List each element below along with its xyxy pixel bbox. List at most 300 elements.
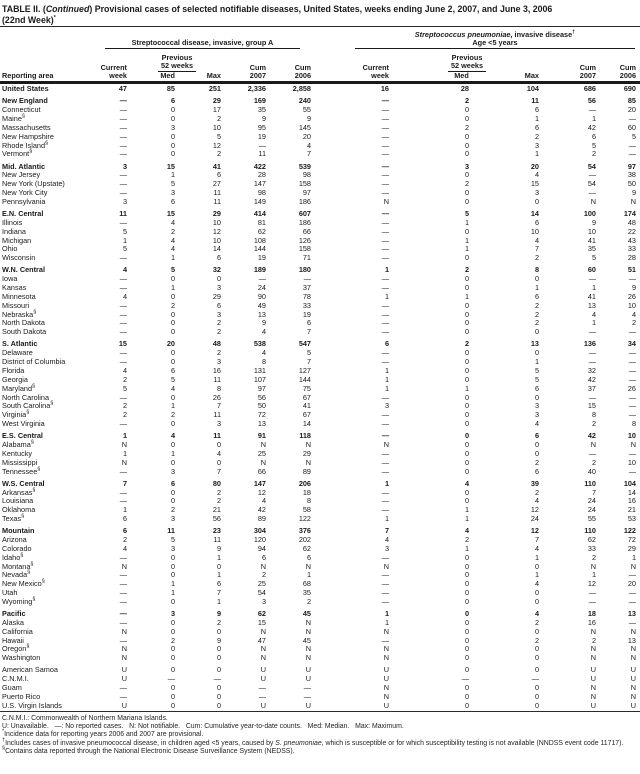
column-gap	[314, 527, 362, 536]
column-gap	[314, 571, 362, 580]
column-gap	[314, 432, 362, 441]
cell-value: 0	[534, 327, 539, 337]
row-label: Mississippi	[2, 457, 38, 467]
cell-value: 1	[591, 318, 596, 328]
cell-value: 607	[298, 209, 311, 219]
cell-value: 547	[298, 339, 311, 349]
cell-value: 1	[384, 514, 389, 524]
cell-value: 26	[627, 291, 636, 301]
row-footnote-marker: §	[29, 148, 33, 155]
cell-value: 19	[302, 309, 311, 319]
cell-value: 3	[384, 543, 389, 553]
cell-value: 0	[170, 318, 175, 328]
table-row	[0, 450, 640, 459]
table-row	[0, 420, 640, 429]
col-a-previous-52	[130, 49, 224, 81]
cell-value: 6	[170, 96, 175, 106]
cell-value: 2	[591, 457, 596, 467]
cell-value: 7	[534, 244, 539, 254]
cell-value: 0	[464, 309, 469, 319]
table-row	[0, 468, 640, 477]
cell-value: 0	[464, 374, 469, 384]
cell-value: 0	[170, 496, 175, 506]
cell-value: 0	[464, 149, 469, 159]
cell-value: 0	[464, 635, 469, 645]
cell-value: 147	[253, 478, 266, 488]
table-row	[0, 385, 640, 394]
column-gap	[314, 106, 362, 115]
cell-value: 0	[464, 226, 469, 236]
cell-value: 0	[464, 170, 469, 180]
row-label: California	[2, 626, 33, 636]
column-gap	[314, 163, 362, 172]
row-label: Puerto Rico	[2, 692, 41, 701]
cell-value: 0	[534, 644, 539, 654]
cell-value: —	[381, 161, 389, 171]
column-gap	[314, 645, 362, 654]
cell-value: 0	[464, 431, 469, 441]
row-label: Arkansas§	[2, 487, 36, 497]
column-gap	[314, 420, 362, 429]
cell-value: 54	[257, 588, 266, 598]
cell-value: —	[119, 105, 127, 115]
cell-value: 0	[534, 700, 539, 710]
cell-value: 0	[464, 131, 469, 141]
cell-value: 0	[170, 440, 175, 450]
cell-value: U	[121, 674, 127, 684]
dagger-text-post: , which is susceptible or for which susceptibility testing is not available (NNDSS event code 11717).	[321, 739, 624, 747]
cell-value: 131	[253, 365, 266, 375]
cell-value: N	[305, 440, 311, 450]
cell-value: 24	[530, 514, 539, 524]
cell-value: 104	[623, 478, 636, 488]
year-2007-label: 2007	[579, 70, 596, 80]
cell-value: 1	[534, 283, 539, 293]
table-row	[0, 133, 640, 142]
cell-value: 0	[534, 196, 539, 206]
cell-value: —	[588, 170, 596, 180]
row-label: W.S. Central	[2, 478, 45, 488]
cell-value: 0	[464, 457, 469, 467]
cell-value: 1	[591, 570, 596, 580]
cell-value: —	[381, 457, 389, 467]
cell-value: 5	[122, 383, 127, 393]
cell-value: 4	[261, 348, 266, 358]
cell-value: N	[305, 457, 311, 467]
cell-value: —	[628, 114, 636, 124]
cell-value: —	[381, 596, 389, 606]
cell-value: 4	[534, 496, 539, 506]
cell-value: 0	[464, 327, 469, 337]
column-gap	[314, 666, 362, 675]
cell-value: 2	[216, 487, 221, 497]
cell-value: —	[381, 552, 389, 562]
cell-value: 0	[464, 392, 469, 402]
row-footnote-marker: §	[21, 113, 25, 120]
cell-value: 414	[253, 209, 266, 219]
cell-value: —	[381, 466, 389, 476]
cell-value: 25	[257, 579, 266, 589]
cell-value: 4	[122, 291, 127, 301]
cell-value: 1	[170, 170, 175, 180]
table-row	[0, 515, 640, 524]
cell-value: 1	[170, 588, 175, 598]
cell-value: 6	[216, 170, 221, 180]
cell-value: —	[381, 448, 389, 458]
cum-label: Cum	[294, 62, 311, 72]
cell-value: 1	[464, 244, 469, 254]
cell-value: 0	[216, 440, 221, 450]
cell-value: 0	[464, 683, 469, 693]
cell-value: 29	[212, 291, 221, 301]
cell-value: 6	[170, 478, 175, 488]
cell-value: 34	[627, 339, 636, 349]
cell-value: 0	[534, 440, 539, 450]
cell-value: 2	[170, 300, 175, 310]
cell-value: 4	[170, 383, 175, 393]
column-gap	[314, 468, 362, 477]
cell-value: 0	[170, 487, 175, 497]
cell-value: 5	[216, 131, 221, 141]
cell-value: —	[381, 327, 389, 337]
row-label: Kansas	[2, 283, 27, 293]
footnote-cnmi: C.N.M.I.: Commonwealth of Northern Mariana Islands.	[2, 714, 168, 722]
cell-value: —	[119, 570, 127, 580]
cell-value: 2	[464, 179, 469, 189]
cell-value: 1	[170, 448, 175, 458]
row-label: Wyoming§	[2, 596, 36, 606]
column-gap	[314, 459, 362, 468]
cell-value: 45	[302, 609, 311, 619]
cell-value: 13	[257, 309, 266, 319]
cell-value: —	[119, 253, 127, 263]
cell-value: 0	[464, 579, 469, 589]
table-row	[0, 598, 640, 607]
cell-value: 5	[534, 374, 539, 384]
column-gap	[314, 97, 362, 106]
cell-value: 144	[298, 374, 311, 384]
cell-value: —	[588, 392, 596, 402]
group-header-row	[0, 27, 640, 49]
cell-value: 8	[591, 410, 596, 420]
table-row	[0, 210, 640, 219]
week-label: week	[109, 70, 127, 80]
row-footnote-marker: §	[27, 570, 31, 577]
table-row	[0, 311, 640, 320]
cell-value: 13	[627, 609, 636, 619]
cell-value: —	[119, 309, 127, 319]
cell-value: 5	[170, 374, 175, 384]
row-label: Oregon§	[2, 644, 30, 654]
table-row	[0, 527, 640, 536]
cell-value: 0	[464, 448, 469, 458]
cell-value: U	[630, 700, 636, 710]
cell-value: 97	[257, 383, 266, 393]
cell-value: 6	[591, 131, 596, 141]
table-row	[0, 142, 640, 151]
section-marker: §	[2, 745, 6, 752]
cell-value: 11	[213, 410, 221, 420]
cell-value: 95	[257, 122, 266, 132]
table-row	[0, 402, 640, 411]
year-2007-label: 2007	[249, 70, 266, 80]
cell-value: N	[630, 561, 636, 571]
cell-value: —	[119, 179, 127, 189]
row-label: W.N. Central	[2, 265, 45, 275]
cell-value: 15	[587, 401, 596, 411]
cell-value: —	[381, 274, 389, 284]
cell-value: 41	[587, 235, 596, 245]
row-label: New York City	[2, 188, 48, 198]
cell-value: 1	[464, 514, 469, 524]
cell-value: —	[381, 131, 389, 141]
row-footnote-marker: §	[41, 578, 45, 585]
cell-value: 12	[587, 579, 596, 589]
cell-value: 10	[627, 300, 636, 310]
cell-value: 145	[298, 122, 311, 132]
column-gap	[314, 580, 362, 589]
cell-value: 50	[257, 401, 266, 411]
cell-value: 2	[591, 552, 596, 562]
cell-value: 5	[306, 348, 311, 358]
year-2006-label: 2006	[294, 70, 311, 80]
cell-value: 35	[257, 105, 266, 115]
table-row	[0, 545, 640, 554]
row-footnote-marker: §	[30, 439, 34, 446]
cell-value: 2	[261, 570, 266, 580]
cell-value: 0	[170, 131, 175, 141]
cell-value: 376	[298, 526, 311, 536]
current-label: Current	[362, 62, 389, 72]
year-2006-label: 2006	[619, 70, 636, 80]
row-label: American Samoa	[2, 665, 58, 675]
cell-value: 0	[170, 653, 175, 663]
cell-value: N	[590, 196, 596, 206]
cell-value: 58	[302, 505, 311, 515]
cell-value: 47	[257, 635, 266, 645]
cell-value: 0	[464, 357, 469, 367]
cell-value: 18	[587, 609, 596, 619]
cell-value: 42	[587, 122, 596, 132]
cell-value: —	[119, 552, 127, 562]
cell-value: 2	[464, 96, 469, 106]
cell-value: —	[628, 348, 636, 358]
cell-value: 11	[531, 96, 539, 106]
table-row	[0, 411, 640, 420]
cell-value: —	[588, 588, 596, 598]
row-footnote-marker: §	[32, 596, 36, 603]
cell-value: 4	[170, 217, 175, 227]
cell-value: 6	[122, 526, 127, 536]
table-row	[0, 628, 640, 637]
cell-value: 15	[166, 161, 175, 171]
cell-value: —	[628, 274, 636, 284]
cell-value: —	[258, 140, 266, 150]
col-a-current-week	[100, 49, 130, 81]
cell-value: 28	[257, 170, 266, 180]
cell-value: 2	[170, 226, 175, 236]
column-gap	[314, 385, 362, 394]
cell-value: 27	[212, 179, 221, 189]
column-gap	[314, 367, 362, 376]
cell-value: 4	[122, 543, 127, 553]
cell-value: 126	[298, 235, 311, 245]
cell-value: N	[590, 626, 596, 636]
current-label: Current	[100, 62, 127, 72]
table-row	[0, 275, 640, 284]
cell-value: —	[119, 140, 127, 150]
table-row	[0, 150, 640, 159]
cell-value: 0	[464, 561, 469, 571]
cell-value: 7	[534, 535, 539, 545]
cell-value: 7	[216, 466, 221, 476]
cell-value: 158	[298, 244, 311, 254]
cell-value: —	[381, 579, 389, 589]
row-label: Illinois	[2, 217, 23, 227]
column-gap	[314, 180, 362, 189]
group-a-title: Streptococcal disease, invasive, group A	[131, 37, 274, 47]
cell-value: 0	[534, 561, 539, 571]
row-footnote-marker: §	[30, 561, 34, 568]
cell-value: 686	[583, 84, 596, 94]
cell-value: 0	[216, 653, 221, 663]
dagger-species: S. pneumoniae	[275, 739, 322, 747]
cell-value: 2	[534, 300, 539, 310]
title-rest: ) Provisional cases of selected notifiable diseases, United States, weeks ending June 2, 2007, and June 3, 2006	[89, 4, 553, 14]
cell-value: 5	[170, 265, 175, 275]
spacer	[0, 27, 100, 49]
column-gap	[314, 598, 362, 607]
cell-value: 0	[170, 348, 175, 358]
cell-value: —	[119, 683, 127, 693]
cell-value: U	[260, 700, 266, 710]
cell-value: 49	[257, 300, 266, 310]
cell-value: 66	[257, 466, 266, 476]
cell-value: —	[381, 217, 389, 227]
cell-value: —	[258, 274, 266, 284]
cell-value: 0	[170, 291, 175, 301]
cell-value: 122	[298, 514, 311, 524]
cell-value: 29	[212, 209, 221, 219]
cell-value: 12	[530, 526, 539, 536]
cell-value: 0	[170, 327, 175, 337]
cell-value: 2	[534, 253, 539, 263]
cell-value: 4	[170, 431, 175, 441]
row-label: Kentucky	[2, 448, 33, 458]
column-gap	[314, 210, 362, 219]
cell-value: —	[381, 357, 389, 367]
cell-value: 3	[384, 401, 389, 411]
column-gap	[314, 150, 362, 159]
cell-value: 1	[534, 149, 539, 159]
cell-value: 85	[166, 84, 175, 94]
row-label: Wisconsin	[2, 253, 36, 263]
cell-value: 6	[216, 300, 221, 310]
cell-value: 98	[257, 188, 266, 198]
cell-value: 1	[591, 283, 596, 293]
cell-value: 7	[384, 526, 389, 536]
row-label: Pacific	[2, 609, 26, 619]
cell-value: N	[121, 561, 127, 571]
max-label: Max	[524, 70, 539, 80]
reporting-area-header: Reporting area	[2, 70, 54, 80]
cell-value: 1	[534, 552, 539, 562]
cell-value: 186	[298, 217, 311, 227]
cell-value: —	[628, 140, 636, 150]
cell-value: —	[119, 357, 127, 367]
cell-value: N	[590, 692, 596, 701]
cell-value: 0	[464, 188, 469, 198]
cell-value: 5	[591, 140, 596, 150]
cell-value: 7	[306, 149, 311, 159]
cell-value: 251	[208, 84, 221, 94]
cell-value: N	[305, 561, 311, 571]
cell-value: 8	[631, 419, 636, 429]
cell-value: 0	[464, 253, 469, 263]
cell-value: U	[305, 665, 311, 675]
cell-value: —	[381, 179, 389, 189]
cell-value: 0	[464, 318, 469, 328]
cell-value: 539	[298, 161, 311, 171]
cell-value: N	[121, 440, 127, 450]
table-row	[0, 293, 640, 302]
cell-value: 38	[627, 170, 636, 180]
cell-value: 9	[216, 635, 221, 645]
cell-value: 4	[261, 496, 266, 506]
column-gap	[314, 402, 362, 411]
cum-label: Cum	[579, 62, 596, 72]
row-label: Connecticut	[2, 105, 41, 115]
cell-value: 6	[534, 122, 539, 132]
cell-value: 206	[298, 478, 311, 488]
cell-value: 45	[302, 635, 311, 645]
cell-value: 50	[627, 179, 636, 189]
column-gap	[314, 515, 362, 524]
cell-value: 0	[170, 419, 175, 429]
cell-value: —	[381, 505, 389, 515]
cell-value: 1	[384, 609, 389, 619]
cell-value: 13	[257, 419, 266, 429]
row-label: Maryland§	[2, 383, 36, 393]
table-row	[0, 319, 640, 328]
cell-value: 11	[167, 526, 175, 536]
cell-value: 1	[534, 570, 539, 580]
52-weeks-label: 52 weeks	[448, 62, 486, 72]
row-label: Georgia	[2, 374, 28, 384]
cell-value: 3	[170, 466, 175, 476]
cell-value: 15	[118, 339, 127, 349]
cell-value: 0	[464, 596, 469, 606]
row-label: Nevada§	[2, 570, 31, 580]
column-gap	[314, 328, 362, 337]
cell-value: 40	[587, 466, 596, 476]
cell-value: 9	[591, 217, 596, 227]
cell-value: N	[383, 561, 389, 571]
cell-value: 33	[627, 244, 636, 254]
cell-value: —	[588, 188, 596, 198]
cell-value: —	[628, 410, 636, 420]
column-gap	[314, 654, 362, 663]
cell-value: N	[383, 626, 389, 636]
52-weeks-label: 52 weeks	[158, 62, 196, 72]
cell-value: 35	[587, 244, 596, 254]
table-row	[0, 302, 640, 311]
row-label: Texas§	[2, 513, 25, 524]
cell-value: —	[381, 122, 389, 132]
cell-value: —	[381, 496, 389, 506]
cell-value: N	[121, 653, 127, 663]
cell-value: —	[119, 96, 127, 106]
